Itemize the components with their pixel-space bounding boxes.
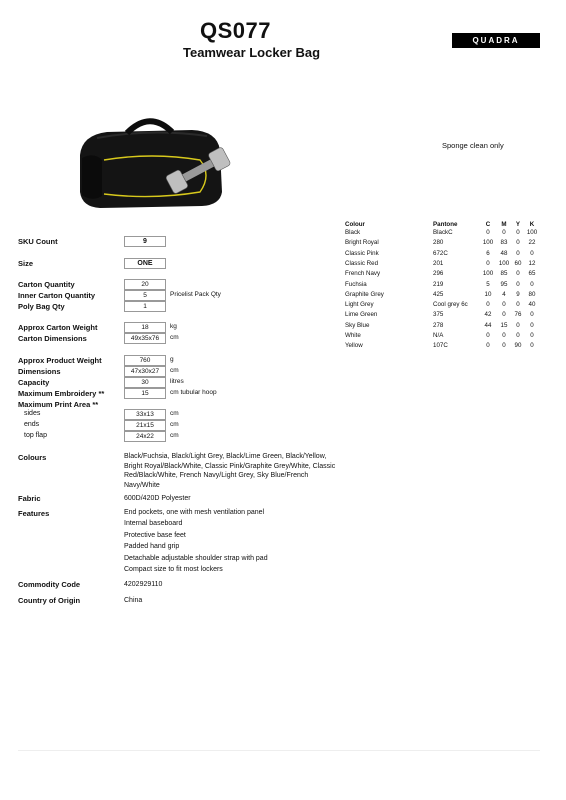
colour-cell-k: 80: [528, 290, 536, 298]
colour-cell-pantone: 672C: [433, 249, 448, 257]
colour-cell-c: 0: [486, 229, 490, 236]
colour-cell-colour: Classic Red: [345, 259, 379, 267]
pricelist-pack-note: Pricelist Pack Qty: [170, 291, 221, 298]
colour-cell-k: 0: [530, 342, 534, 350]
feature-item: Protective base feet: [124, 531, 186, 539]
product-name: Teamwear Locker Bag: [183, 45, 321, 60]
colour-cell-colour: Yellow: [345, 342, 363, 350]
size-label: Size: [18, 259, 34, 268]
colour-cell-colour: French Navy: [345, 270, 381, 278]
approx-product-weight-label: Approx Product Weight: [18, 356, 102, 365]
colour-cell-c: 42: [484, 311, 492, 319]
colour-cell-pantone: 278: [433, 321, 444, 329]
features-label: Features: [18, 509, 50, 518]
colour-cell-y: 0: [516, 229, 520, 236]
dimensions-value: 47x30x27: [124, 366, 166, 377]
header-pantone: Pantone: [433, 221, 458, 228]
colour-cell-pantone: 375: [433, 311, 444, 319]
carton-quantity-value: 20: [124, 279, 166, 290]
colour-cell-m: 85: [500, 270, 508, 278]
colour-cell-y: 0: [516, 239, 520, 247]
poly-bag-qty-value: 1: [124, 301, 166, 312]
colour-cell-c: 5: [486, 280, 490, 288]
colour-cell-y: 0: [516, 321, 520, 329]
print-ends-value: 21x15: [124, 420, 166, 431]
capacity-label: Capacity: [18, 378, 50, 387]
carton-dimensions-value: 49x35x76: [124, 333, 166, 344]
approx-carton-weight-value: 18: [124, 322, 166, 333]
print-top-flap-unit: cm: [170, 432, 179, 439]
colour-cell-m: 0: [502, 301, 506, 309]
dimensions-unit: cm: [170, 367, 179, 374]
colour-cell-m: 0: [502, 332, 506, 339]
dimensions-label: Dimensions: [18, 367, 61, 376]
brand-logo: QUADRA: [452, 33, 540, 48]
header-y: Y: [515, 221, 521, 228]
colour-cell-k: 100: [526, 229, 538, 236]
feature-item: End pockets, one with mesh ventilation panel: [124, 509, 265, 516]
colour-cell-pantone: 425: [433, 290, 444, 298]
colour-cell-c: 100: [482, 239, 494, 247]
colour-cell-c: 0: [486, 332, 490, 339]
colour-cell-m: 0: [502, 311, 506, 319]
colour-cell-c: 10: [484, 290, 492, 298]
capacity-value: 30: [124, 377, 166, 388]
approx-product-weight-unit: g: [170, 356, 174, 363]
colour-cell-y: 76: [514, 311, 522, 319]
fabric-value: 600D/420D Polyester: [124, 495, 191, 502]
product-code: QS077: [200, 18, 271, 43]
colour-cell-pantone: BlackC: [433, 229, 453, 236]
approx-product-weight-value: 760: [124, 355, 166, 366]
colour-cell-y: 0: [516, 270, 520, 278]
print-sides-value: 33x13: [124, 409, 166, 420]
colour-cell-k: 12: [528, 259, 536, 267]
header-k: K: [529, 221, 535, 228]
features-list: [124, 508, 339, 576]
print-top-flap-value: 24x22: [124, 431, 166, 442]
colour-cell-y: 0: [516, 332, 520, 339]
colour-cell-pantone: N/A: [433, 332, 444, 339]
colour-cell-pantone: 219: [433, 280, 444, 288]
colour-cell-m: 48: [500, 249, 508, 257]
colour-cell-y: 60: [514, 259, 522, 267]
colour-cell-m: 95: [500, 280, 508, 288]
colour-cell-k: 40: [528, 301, 536, 309]
care-note: Sponge clean only: [442, 141, 504, 150]
approx-carton-weight-label: Approx Carton Weight: [18, 323, 98, 332]
colour-cell-pantone: 107C: [433, 342, 448, 350]
colour-cell-pantone: 296: [433, 270, 444, 278]
header-m: M: [501, 221, 507, 228]
colour-cell-y: 0: [516, 301, 520, 309]
colour-cell-y: 9: [516, 290, 520, 298]
print-top-flap-label: top flap: [24, 432, 47, 439]
colour-cell-c: 100: [482, 270, 494, 278]
colour-cell-k: 22: [528, 239, 536, 247]
colour-cell-colour: Fuchsia: [345, 280, 367, 288]
colour-cell-pantone: 201: [433, 259, 444, 267]
colour-cell-colour: Sky Blue: [345, 321, 370, 329]
colour-cell-k: 0: [530, 280, 534, 288]
feature-item: Detachable adjustable shoulder strap with pad: [124, 554, 268, 562]
colour-cell-colour: Black: [345, 229, 361, 236]
colour-cell-colour: Classic Pink: [345, 249, 379, 257]
print-sides-unit: cm: [170, 410, 179, 417]
colours-value: Black/Fuchsia, Black/Light Grey, Black/Lime Green, Black/Yellow, Bright Royal/Black/White, Classic Pink/Graphite Grey/White, Classic Red/Black/White, French Navy/Light Grey, Sky Blue/French Navy/White: [124, 453, 336, 489]
commodity-code-label: Commodity Code: [18, 580, 81, 589]
header-c: C: [485, 221, 491, 228]
colour-cell-k: 0: [530, 321, 534, 329]
feature-item: Compact size to fit most lockers: [124, 565, 223, 573]
carton-quantity-label: Carton Quantity: [18, 280, 75, 289]
capacity-unit: litres: [170, 378, 184, 385]
colour-cell-m: 0: [502, 229, 506, 236]
commodity-code-value: 4202929110: [124, 581, 163, 588]
maximum-print-area-label: Maximum Print Area **: [18, 400, 99, 409]
print-sides-label: sides: [24, 410, 41, 417]
colour-cell-y: 0: [516, 280, 520, 288]
country-of-origin-value: China: [124, 597, 143, 604]
maximum-embroidery-label: Maximum Embroidery **: [18, 389, 105, 398]
colour-cell-colour: Light Grey: [345, 301, 374, 309]
feature-item: Padded hand grip: [124, 543, 180, 551]
print-ends-unit: cm: [170, 421, 179, 428]
inner-carton-quantity-value: 5: [124, 290, 166, 301]
inner-carton-quantity-label: Inner Carton Quantity: [18, 291, 96, 300]
colour-cell-y: 0: [516, 249, 520, 257]
colour-cell-m: 100: [498, 259, 510, 267]
colour-cell-c: 0: [486, 301, 490, 309]
carton-dimensions-unit: cm: [170, 334, 179, 341]
sku-count-label: SKU Count: [18, 237, 58, 246]
print-ends-label: ends: [24, 421, 40, 428]
header-colour: Colour: [345, 221, 365, 228]
country-of-origin-label: Country of Origin: [18, 596, 81, 605]
colour-cell-c: 0: [486, 342, 490, 350]
sku-count-value: 9: [124, 236, 166, 247]
colour-cell-k: 0: [530, 249, 534, 257]
colour-cell-m: 83: [500, 239, 508, 247]
colour-cell-c: 6: [486, 249, 490, 257]
approx-carton-weight-unit: kg: [170, 323, 177, 330]
fabric-label: Fabric: [18, 494, 41, 503]
colour-cell-colour: Lime Green: [345, 311, 378, 319]
size-value: ONE: [124, 258, 166, 269]
colour-cell-colour: White: [345, 332, 361, 339]
colour-cell-m: 0: [502, 342, 506, 350]
feature-item: Internal baseboard: [124, 520, 183, 528]
colour-cell-k: 65: [528, 270, 536, 278]
footer-divider: [18, 750, 540, 751]
colour-cell-k: 0: [530, 332, 534, 339]
colour-cell-pantone: Cool grey 6c: [433, 301, 468, 309]
colour-cell-colour: Graphite Grey: [345, 290, 384, 298]
colours-label: Colours: [18, 453, 47, 462]
colour-cell-colour: Bright Royal: [345, 239, 379, 247]
colour-cell-k: 0: [530, 311, 534, 319]
maximum-embroidery-value: 15: [124, 388, 166, 399]
poly-bag-qty-label: Poly Bag Qty: [18, 302, 65, 311]
product-image: [72, 100, 242, 215]
colour-cell-c: 44: [484, 321, 492, 329]
colour-cell-c: 0: [486, 259, 490, 267]
maximum-embroidery-unit: cm tubular hoop: [170, 389, 217, 396]
colour-cell-m: 4: [502, 290, 506, 298]
carton-dimensions-label: Carton Dimensions: [18, 334, 87, 343]
colour-cell-pantone: 280: [433, 239, 444, 247]
colour-cell-y: 90: [514, 342, 522, 350]
colour-cell-m: 15: [500, 321, 508, 329]
